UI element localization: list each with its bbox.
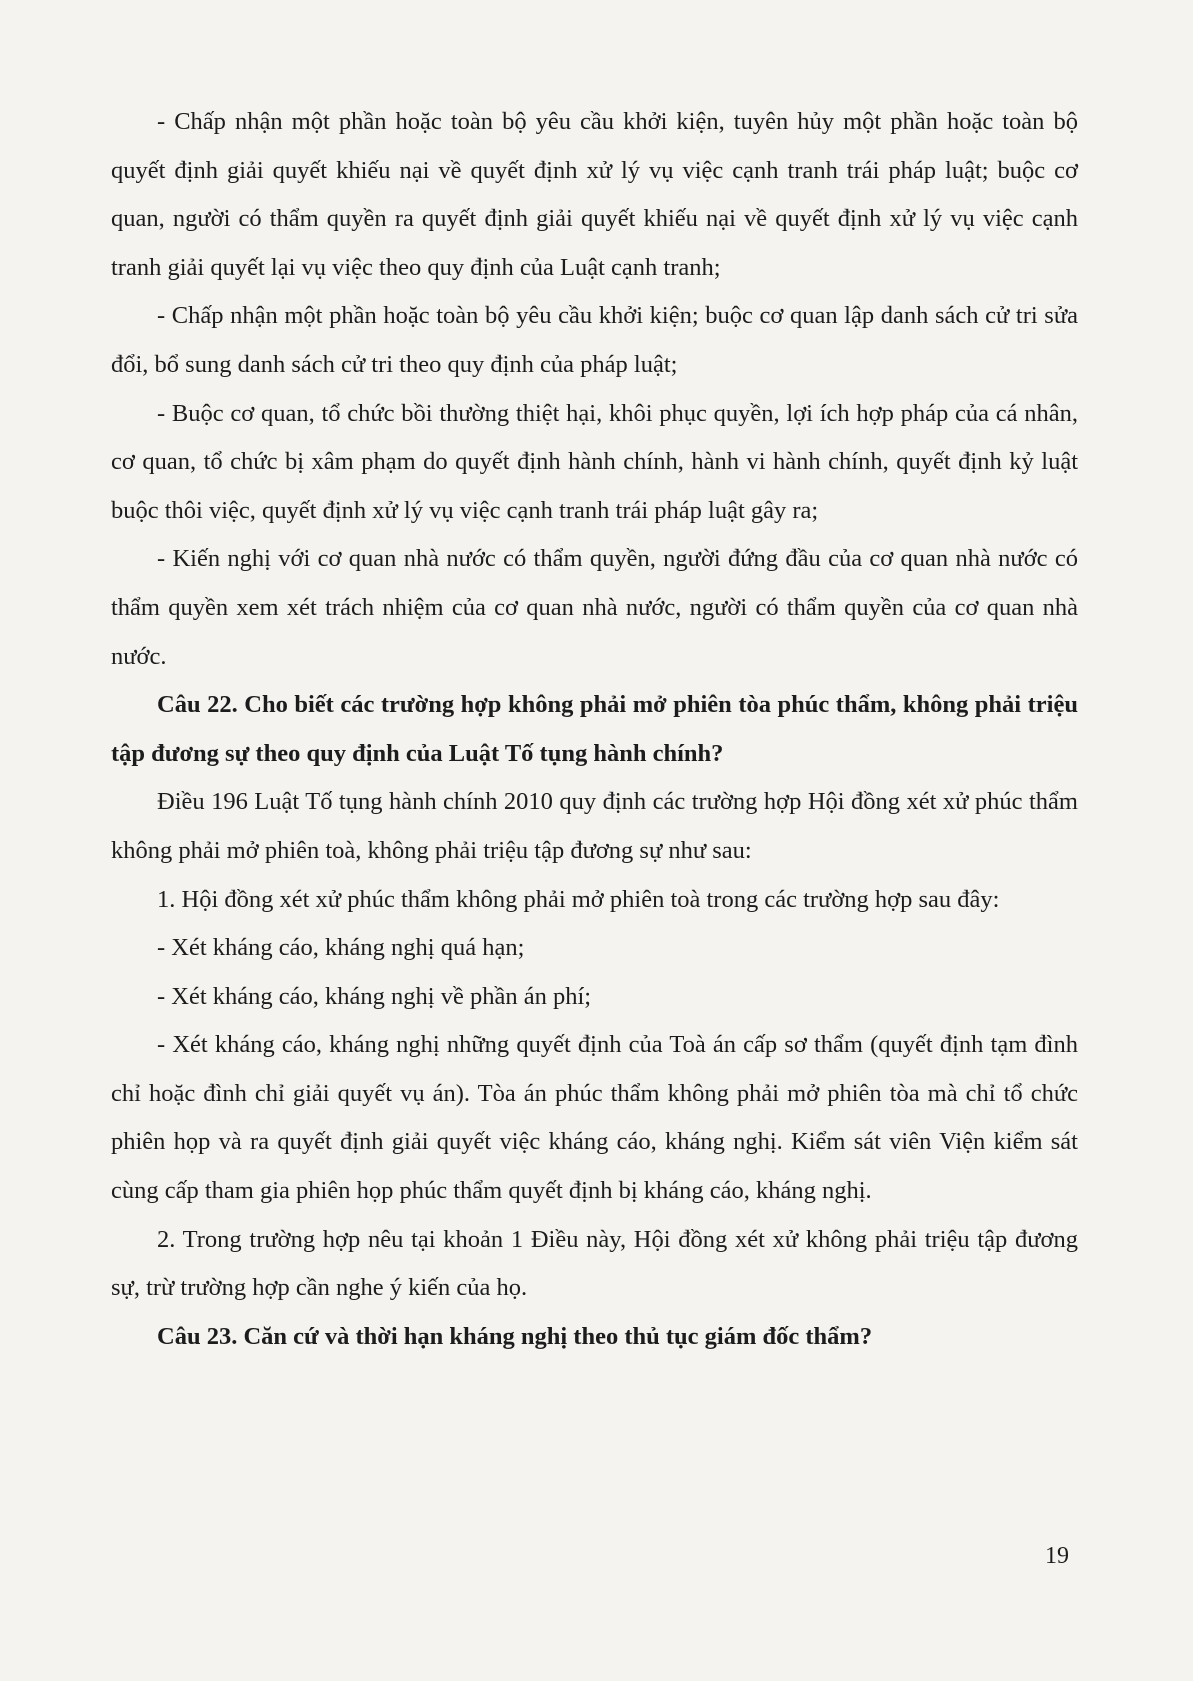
paragraph-article-196: Điều 196 Luật Tố tụng hành chính 2010 quy định các trường hợp Hội đồng xét xử phúc thẩm không phải mở phiên toà, không phải triệu tập đương sự như sau: [111,788,1078,864]
paragraph-judgment-competition: - Chấp nhận một phần hoặc toàn bộ yêu cầu khởi kiện, tuyên hủy một phần hoặc toàn bộ quyết định giải quyết khiếu nại về quyết định xử lý vụ việc cạnh tranh trái pháp luật; buộc cơ quan, người có thẩm quyền ra quyết định giải quyết khiếu nại về quyết định xử lý vụ việc cạnh tranh giải quyết lại vụ việc theo quy định của Luật cạnh tranh; [111,108,1078,281]
paragraph-clause-1: 1. Hội đồng xét xử phúc thẩm không phải mở phiên toà trong các trường hợp sau đây: [157,885,1000,913]
paragraph-compensation: - Buộc cơ quan, tổ chức bồi thường thiệt hại, khôi phục quyền, lợi ích hợp pháp của cá nhân, cơ quan, tổ chức bị xâm phạm do quyết định hành chính, hành vi hành chính, quyết định kỷ luật buộc thôi việc, quyết định xử lý vụ việc cạnh tranh trái pháp luật gây ra; [111,399,1078,524]
page-number: 19 [1045,1543,1069,1569]
paragraph-recommendation: - Kiến nghị với cơ quan nhà nước có thẩm quyền, người đứng đầu của cơ quan nhà nước có thẩm quyền xem xét trách nhiệm của cơ quan nhà nước, người có thẩm quyền của cơ quan nhà nước. [111,545,1078,670]
question-23-heading: Câu 23. Căn cứ và thời hạn kháng nghị theo thủ tục giám đốc thẩm? [157,1322,873,1350]
list-item-first-instance-decisions: - Xét kháng cáo, kháng nghị những quyết định của Toà án cấp sơ thẩm (quyết định tạm đình chỉ hoặc đình chỉ giải quyết vụ án). Tòa án phúc thẩm không phải mở phiên tòa mà chỉ tổ chức phiên họp và ra quyết định giải quyết việc kháng cáo, kháng nghị. Kiểm sát viên Viện kiểm sát cùng cấp tham gia phiên họp phúc thẩm quyết định bị kháng cáo, kháng nghị. [111,1031,1078,1205]
body-text [111,98,1078,1361]
paragraph-voter-list: - Chấp nhận một phần hoặc toàn bộ yêu cầu khởi kiện; buộc cơ quan lập danh sách cử tri sửa đổi, bổ sung danh sách cử tri theo quy định của pháp luật; [111,302,1078,378]
question-22-heading: Câu 22. Cho biết các trường hợp không phải mở phiên tòa phúc thẩm, không phải triệu tập đương sự theo quy định của Luật Tố tụng hành chính? [111,691,1078,767]
list-item-overdue-appeal: - Xét kháng cáo, kháng nghị quá hạn; [157,934,525,962]
list-item-court-fee-appeal: - Xét kháng cáo, kháng nghị về phần án phí; [157,982,592,1010]
paragraph-clause-2: 2. Trong trường hợp nêu tại khoản 1 Điều này, Hội đồng xét xử không phải triệu tập đương sự, trừ trường hợp cần nghe ý kiến của họ. [111,1225,1078,1302]
